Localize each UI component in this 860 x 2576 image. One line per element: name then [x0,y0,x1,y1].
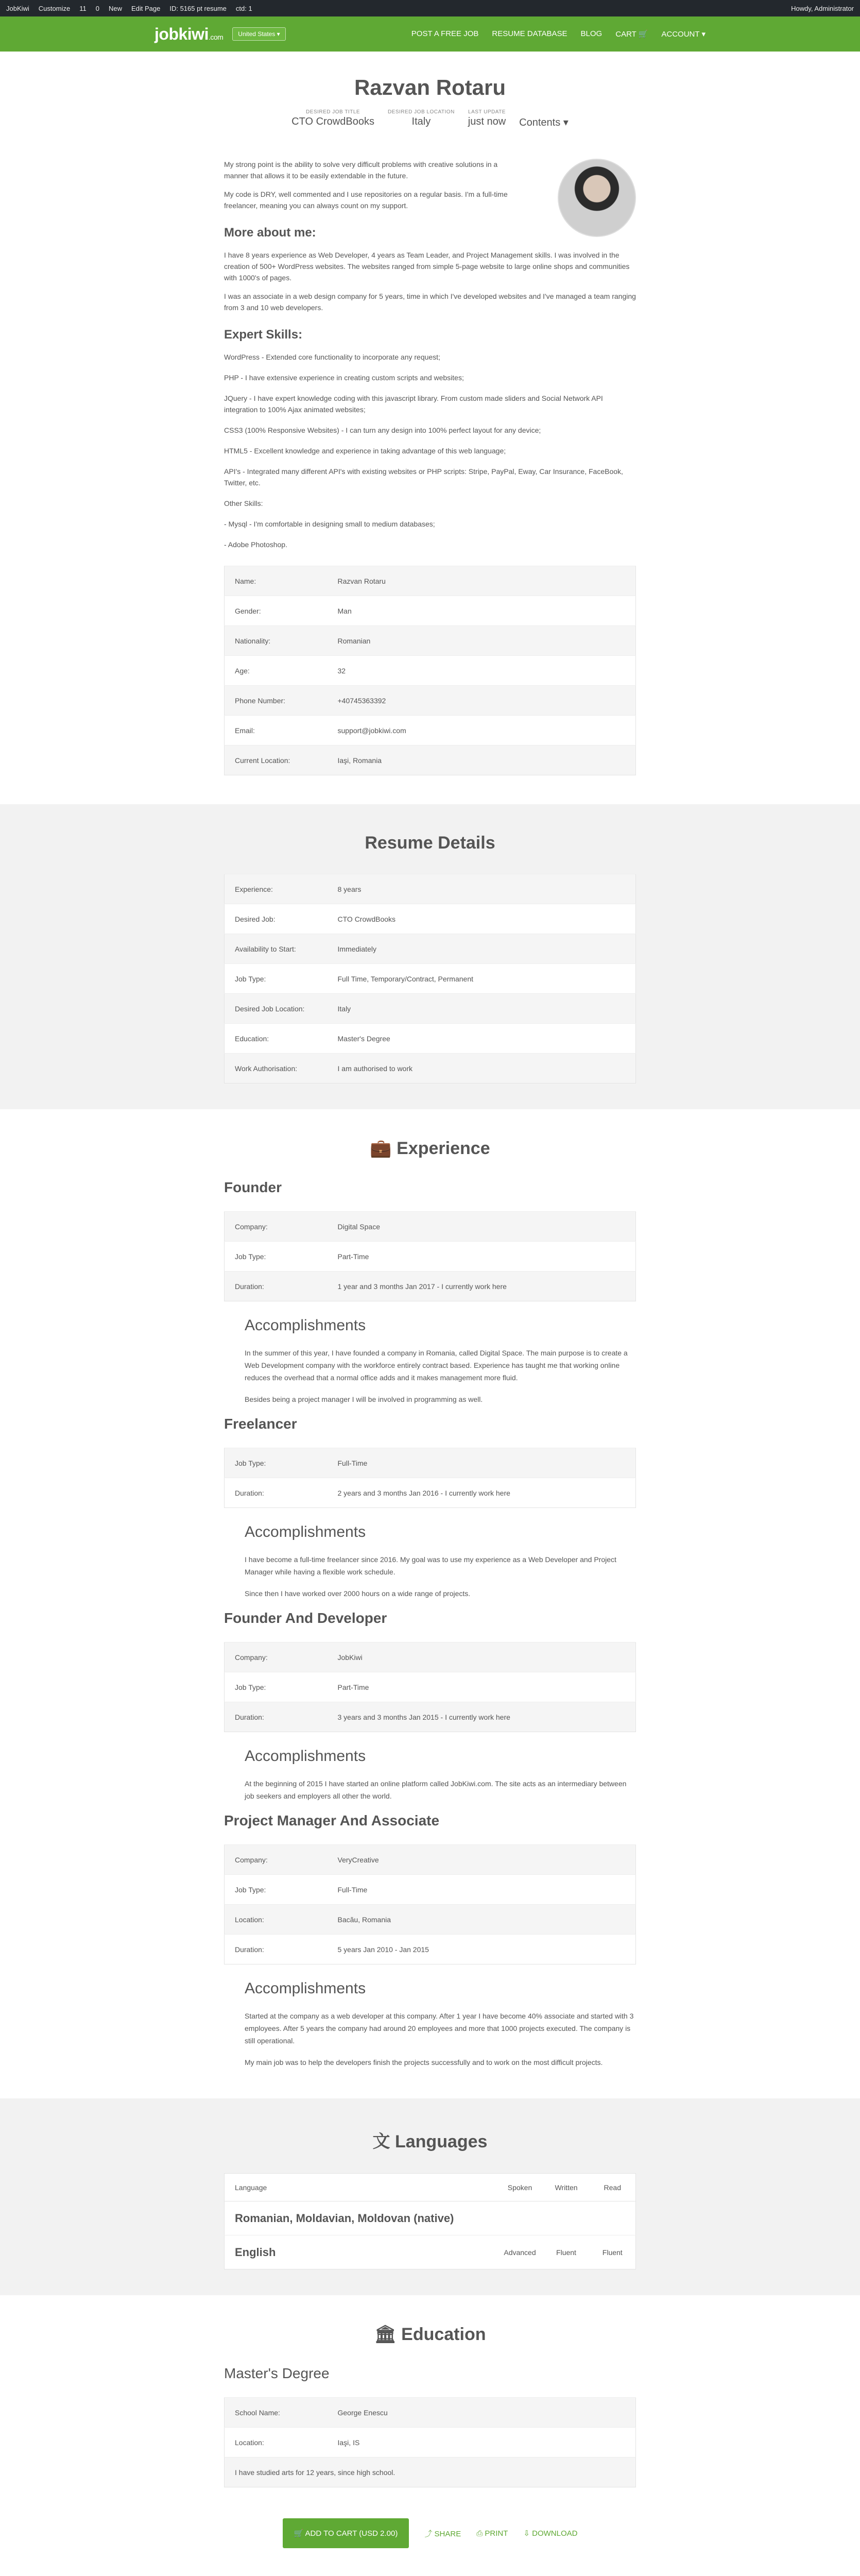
table-row: Job Type: Part-Time [225,1242,636,1272]
job-table [224,1642,636,1732]
avatar [558,159,636,237]
skills-title: Expert Skills: [224,328,303,342]
skill-item: API's - Integrated many different API's with existing websites or PHP scripts: Stripe, PayPal, Eway, Car Insurance, FaceBook, Twitter, etc. [224,467,623,487]
table-row: Desired Job: CTO CrowdBooks [225,904,636,934]
admin-item[interactable]: ctd: 1 [235,4,252,12]
section-title: 💼 Experience [370,1139,490,1158]
admin-item[interactable]: JobKiwi [6,4,29,12]
table-row: Company: JobKiwi [225,1642,636,1672]
table-row: Duration: 5 years Jan 2010 - Jan 2015 [225,1935,636,1964]
nav-post-job[interactable]: POST A FREE JOB [411,29,479,38]
experience-section [0,1109,860,2098]
languages-table: Language Spoken Written Read Romanian, Moldavian, Moldovan (native) English Advanced Fluent Fluent [224,2173,636,2269]
print-button[interactable]: ⎙ PRINT [476,2529,508,2538]
more-text: I was an associate in a web design company for 5 years, time in which I've developed websites and I've managed a team ranging from 3 and 10 web developers. [224,292,636,312]
table-row: Duration: 2 years and 3 months Jan 2016 - I currently work here [225,1478,636,1508]
resume-actions [0,2508,860,2576]
skill-item: CSS3 (100% Responsive Websites) - I can turn any design into 100% perfect layout for any device; [224,426,541,434]
country-select[interactable]: United States ▾ [232,27,285,41]
job-title: Project Manager And Associate [224,1812,440,1828]
table-row: Education: Master's Degree [225,1024,636,1054]
admin-bar [0,0,860,16]
skill-item: JQuery - I have expert knowledge coding with this javascript library. From custom made sliders and Social Network API integration to 100% Ajax animated websites; [224,394,603,414]
nav-cart[interactable]: CART 🛒 [615,30,648,39]
briefcase-icon: 💼 [370,1139,392,1158]
admin-item[interactable]: ID: 5165 pt resume [169,4,227,12]
site-logo[interactable]: jobkiwi.com [154,24,223,43]
table-row: Job Type: Full-Time [225,1875,636,1905]
more-text: I have 8 years experience as Web Developer, 4 years as Team Leader, and Project Management skills. I was involved in the creation of 500+ WordPress websites. The websites ranged from simple 5-page website to large online shops and communities with 1000's of pages. [224,251,630,282]
intro-text: My strong point is the ability to solve very difficult problems with creative solutions in a manner that allows it to be easily extendable in the future. [224,160,498,180]
languages-section [0,2098,860,2295]
degree-title: Master's Degree [224,2365,330,2381]
skill-item: WordPress - Extended core functionality to incorporate any request; [224,353,440,361]
nav-account[interactable]: ACCOUNT ▾ [661,30,706,39]
admin-user[interactable]: Howdy, Administrator [791,4,854,12]
section-title: 🏛 Education [374,2325,486,2344]
admin-item[interactable]: New [108,4,122,12]
table-row: Desired Job Location: Italy [225,994,636,1024]
skill-item: PHP - I have extensive experience in creating custom scripts and websites; [224,374,464,382]
table-row: Experience: 8 years [225,874,636,904]
table-row: English Advanced Fluent Fluent [225,2235,636,2269]
job-title: Founder And Developer [224,1610,387,1626]
accomplishments: Accomplishments Started at the company as a web developer at this company. After 1 year I have become 40% associate and started with 3 employees. After 5 years the company had around 20 employees and more that 1000 projects executed. The company is still operational. My main job was to help the developers finish the projects successfully and to work on the most difficult projects. [245,1980,634,2066]
table-row: I have studied arts for 12 years, since high school. [225,2458,636,2487]
download-icon: ⇩ [523,2529,530,2538]
resume-details-section [0,804,860,1109]
personal-info-table [224,566,636,775]
table-row: Age: 32 [225,656,636,686]
table-row: Location: Iaşi, IS [225,2428,636,2458]
skill-item: HTML5 - Excellent knowledge and experience in taking advantage of this web language; [224,447,506,455]
job-title: Founder [224,1179,282,1195]
section-title: 文 Languages [372,2132,488,2151]
nav-resume-database[interactable]: RESUME DATABASE [492,29,567,38]
skill-item: - Mysql - I'm comfortable in designing small to medium databases; [224,520,435,528]
table-row: School Name: George Enescu [225,2398,636,2428]
accomplishments: Accomplishments I have become a full-time freelancer since 2016. My goal was to use my experience as a Web Developer and Project Manager while having a flexible work schedule. Since then I have worked over 2000 hours on a wide range of projects. [245,1523,616,1598]
accomplishments: Accomplishments At the beginning of 2015 I have started an online platform called JobKiwi.com. The site acts as an intermediary between job seekers and employers all other the world. [245,1748,627,1800]
education-table [224,2397,636,2487]
table-row: Job Type: Full Time, Temporary/Contract, Permanent [225,964,636,994]
share-button[interactable]: ⤴ SHARE [424,2529,461,2538]
skill-item: Other Skills: [224,499,263,507]
table-row: Email: support@jobkiwi.com [225,716,636,745]
education-section [0,2295,860,2508]
admin-item[interactable]: 0 [95,4,99,12]
job-title: Freelancer [224,1416,297,1432]
skill-item: - Adobe Photoshop. [224,540,287,549]
print-icon: ⎙ [476,2529,483,2538]
table-row: Duration: 3 years and 3 months Jan 2015 - I currently work here [225,1702,636,1732]
candidate-name: Razvan Rotaru [354,75,506,99]
job-table [224,1448,636,1508]
top-navigation [0,16,860,52]
admin-item[interactable]: Edit Page [131,4,161,12]
cart-icon: 🛒 [638,30,648,39]
accomplishments: Accomplishments In the summer of this year, I have founded a company in Romania, called Digital Space. The main purpose is to create a Web Development company with the workforce entirely contract based. Experience has taught me that working online reduces the overhead that a normal office adds and it makes management more fluid. Besides being a project manager I will be involved in programming as well. [245,1317,628,1403]
download-button[interactable]: ⇩ DOWNLOAD [523,2529,578,2538]
job-table [224,1211,636,1301]
university-icon: 🏛 [374,2325,397,2344]
table-row: Name: Razvan Rotaru [225,566,636,596]
job-table [224,1844,636,1964]
section-title: Resume Details [365,833,495,853]
table-row: Company: VeryCreative [225,1845,636,1875]
table-row: Location: Bacău, Romania [225,1905,636,1935]
resume-details-table [224,874,636,1083]
table-row: Romanian, Moldavian, Moldovan (native) [225,2201,636,2235]
table-row: Current Location: Iaşi, Romania [225,745,636,775]
table-row: Work Authorisation: I am authorised to work [225,1054,636,1083]
more-title: More about me: [224,226,316,240]
nav-blog[interactable]: BLOG [580,29,603,38]
table-row: Phone Number: +40745363392 [225,686,636,716]
contents-dropdown[interactable]: Contents ▾ [519,117,569,128]
language-icon: 文 [372,2132,390,2151]
email-link[interactable]: support@jobkiwi.com [328,716,636,745]
table-row: Gender: Man [225,596,636,626]
intro-text: My code is DRY, well commented and I use repositories on a regular basis. I'm a full-time freelancer, meaning you can always count on my support. [224,190,508,210]
profile-meta: DESIRED JOB TITLE CTO CrowdBooks DESIRED JOB LOCATION Italy LAST UPDATE just now Contents ▾ [291,109,569,128]
table-row: Job Type: Part-Time [225,1672,636,1702]
table-row: Availability to Start: Immediately [225,934,636,964]
table-row: Duration: 1 year and 3 months Jan 2017 - I currently work here [225,1272,636,1301]
table-row: Company: Digital Space [225,1212,636,1242]
share-icon: ⤴ [424,2529,433,2538]
add-to-cart-button[interactable]: 🛒 ADD TO CART (USD 2.00) [283,2518,409,2548]
admin-item[interactable]: Customize [38,4,71,12]
table-row: Nationality: Romanian [225,626,636,656]
table-row: Job Type: Full-Time [225,1448,636,1478]
admin-item[interactable]: 11 [79,4,87,12]
